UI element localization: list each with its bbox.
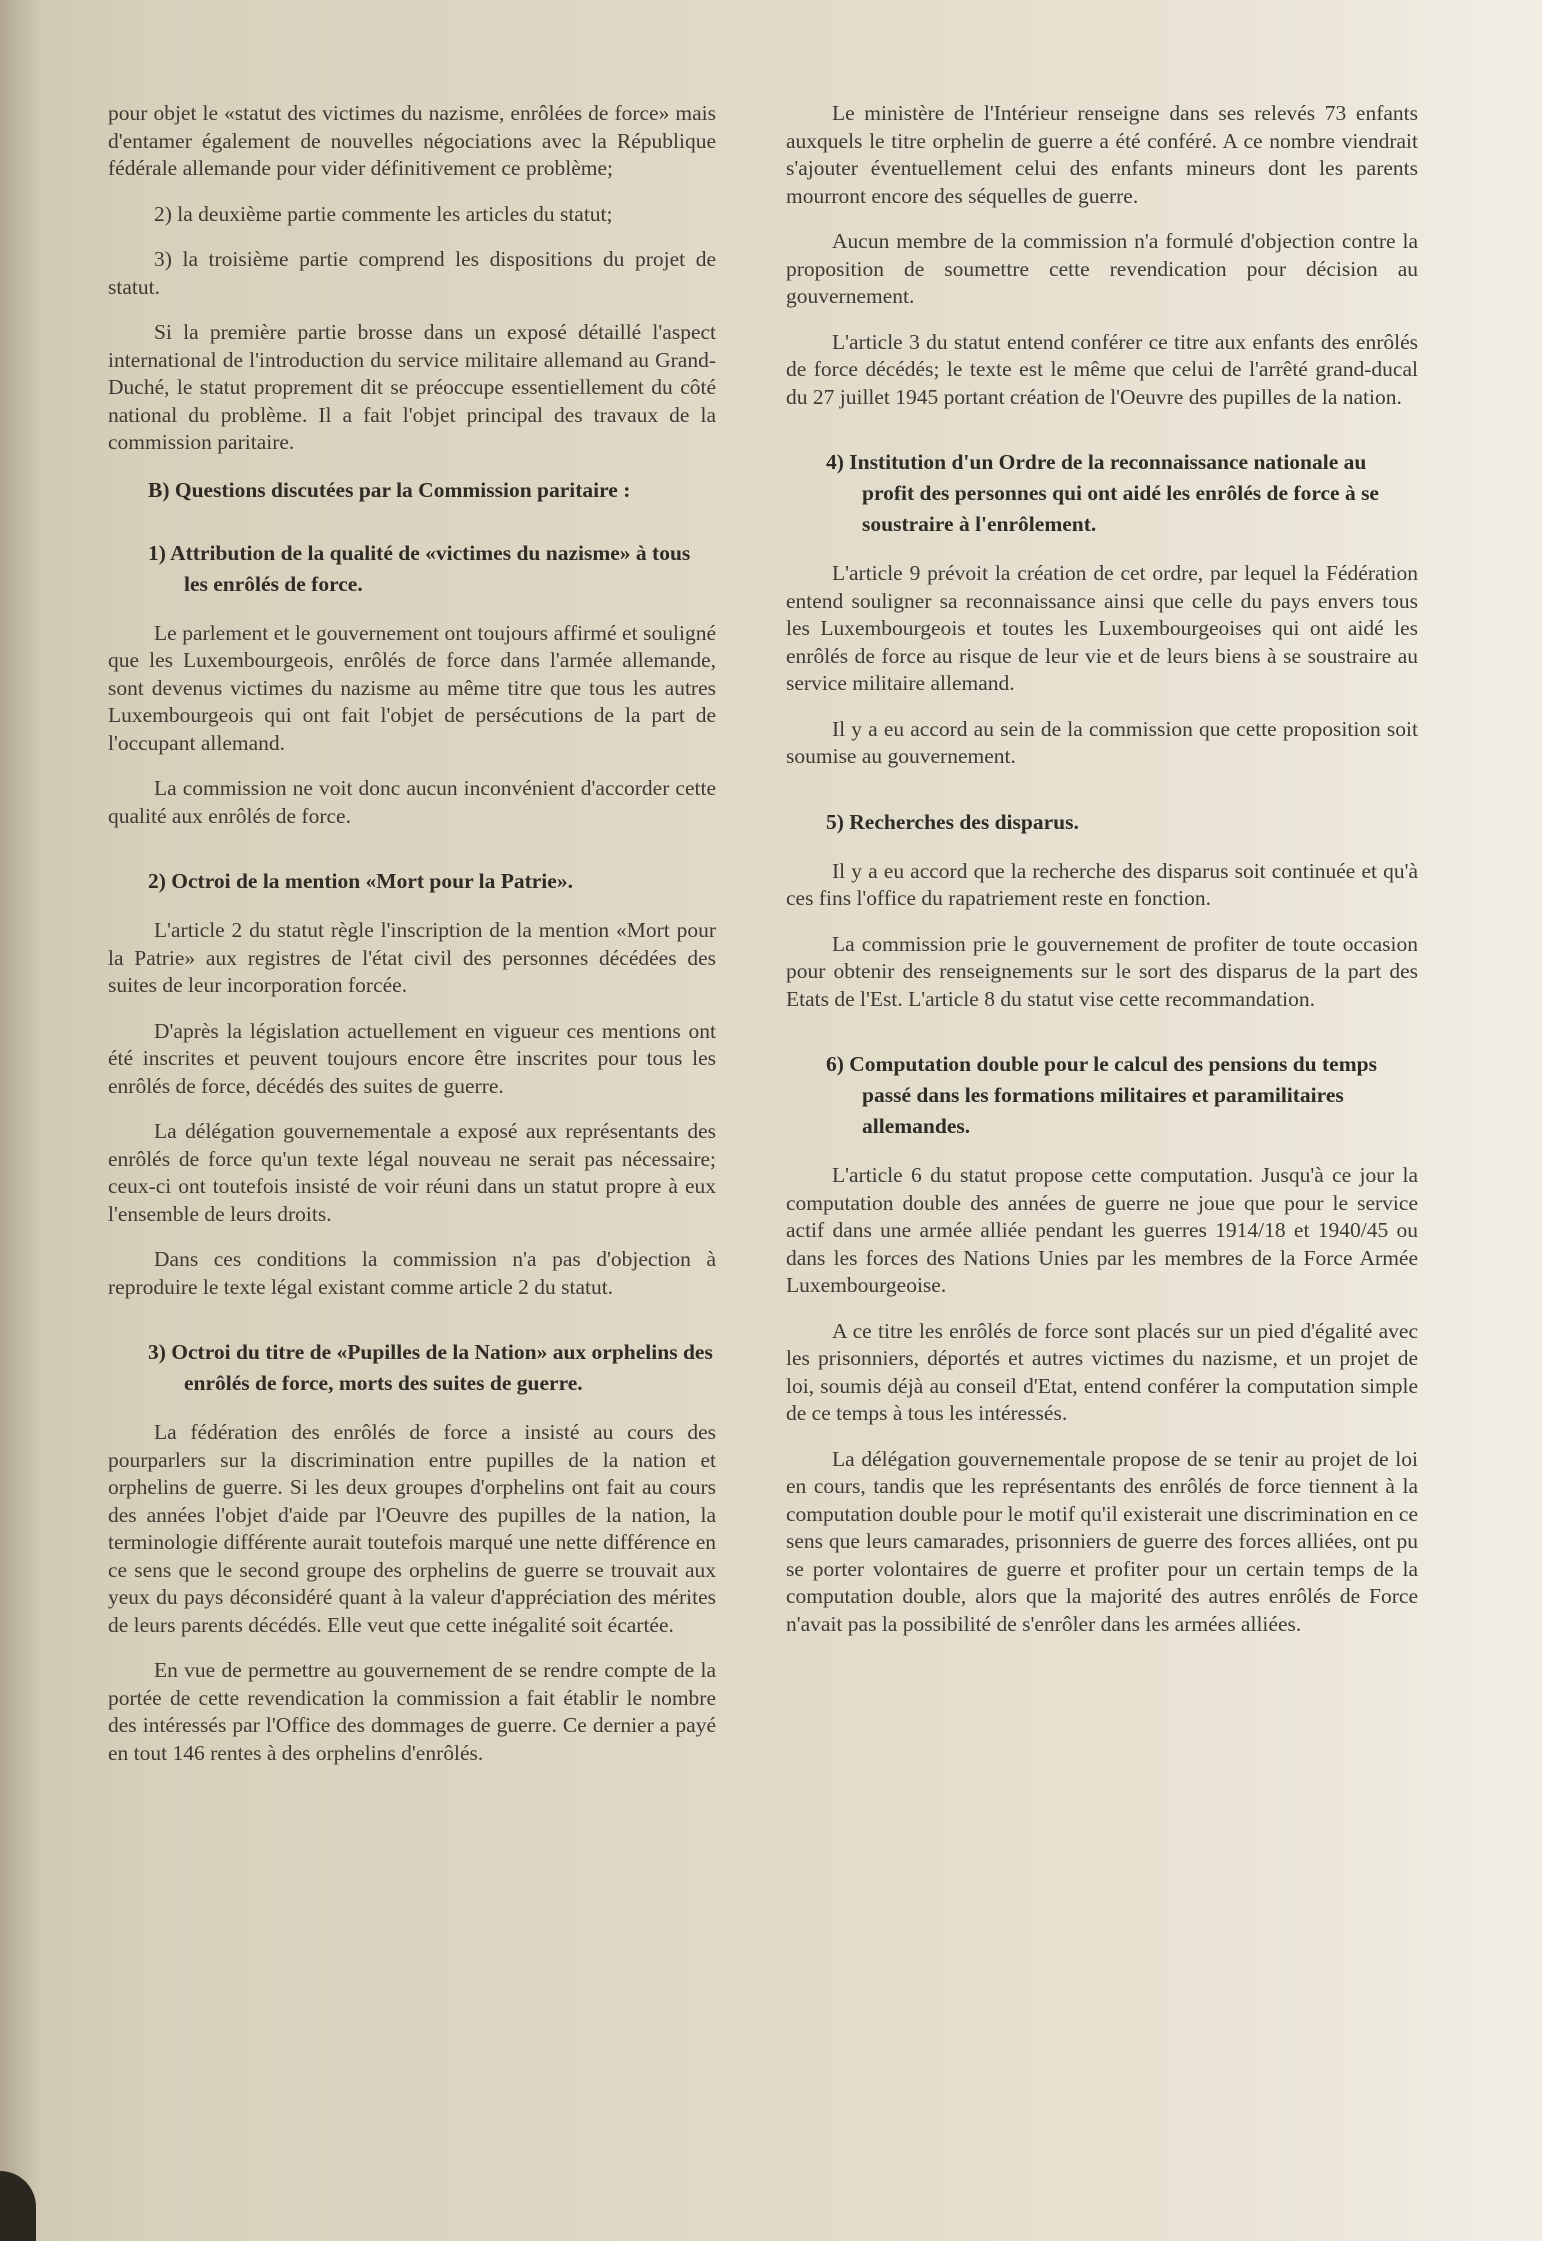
paragraph: Il y a eu accord au sein de la commission que cette proposition soit soumise au gouvernement.: [786, 716, 1418, 768]
subsection-heading-5: 5) Recherches des disparus.: [826, 809, 1079, 834]
paragraph: Aucun membre de la commission n'a formulé d'objection contre la proposition de soumettre cette revendication pour décision au gouvernement.: [786, 229, 1418, 308]
paragraph: Si la première partie brosse dans un exposé détaillé l'aspect international de l'introduction du service militaire allemand au Grand-Duché, le statut proprement dit se préoccupe essentiellement du côté national du problème. Il a fait l'objet principal des travaux de la commission paritaire.: [108, 320, 716, 454]
paragraph: Le ministère de l'Intérieur renseigne dans ses relevés 73 enfants auxquels le titre orphelin de guerre a été conféré. A ce nombre viendrait s'ajouter éventuellement celui des enfants mineurs dont les parents mourront encore des séquelles de guerre.: [786, 101, 1418, 208]
right-column: [786, 100, 1418, 1656]
list-item: 2) la deuxième partie commente les articles du statut;: [154, 201, 613, 226]
list-item: 3) la troisième partie comprend les dispositions du projet de statut.: [108, 247, 716, 299]
paragraph: D'après la législation actuellement en vigueur ces mentions ont été inscrites et peuvent toujours encore être inscrites pour tous les enrôlés de force, décédés des suites de guerre.: [108, 1018, 716, 1098]
paragraph: L'article 6 du statut propose cette computation. Jusqu'à ce jour la computation double des années de guerre ne joue que pour le service actif dans une armée alliée pendant les guerres 1914/18 et 1940/45 ou dans les forces des Nations Unies par les membres de la Force Armée Luxembourgeoise.: [786, 1163, 1418, 1297]
paragraph: Il y a eu accord que la recherche des disparus soit continuée et qu'à ces fins l'office du rapatriement reste en fonction.: [786, 858, 1418, 910]
paragraph: L'article 2 du statut règle l'inscription de la mention «Mort pour la Patrie» aux registres de l'état civil des personnes décédées des suites de leur incorporation forcée.: [108, 918, 716, 997]
paragraph: Le parlement et le gouvernement ont toujours affirmé et souligné que les Luxembourgeois, enrôlés de force dans l'armée allemande, sont devenus victimes du nazisme au même titre que tous les autres Luxembourgeois qui ont fait l'objet de persécutions de la part de l'occupant allemand.: [108, 620, 716, 755]
section-heading-b: B) Questions discutées par la Commission paritaire :: [148, 477, 631, 502]
paragraph: La commission ne voit donc aucun inconvénient d'accorder cette qualité aux enrôlés de force.: [108, 776, 716, 828]
paragraph: A ce titre les enrôlés de force sont placés sur un pied d'égalité avec les prisonniers, déportés et autres victimes du nazisme, et un projet de loi, soumis déjà au conseil d'Etat, entend conférer la computation simple de ce temps à tous les intéressés.: [786, 1318, 1418, 1425]
subsection-heading-6: 6) Computation double pour le calcul des pensions du temps passé dans les formations militaires et paramilitaires allemandes.: [826, 1052, 1377, 1138]
paragraph: pour objet le «statut des victimes du nazisme, enrôlées de force» mais d'entamer également de nouvelles négociations avec la République fédérale allemande pour vider définitivement ce problème;: [108, 101, 716, 180]
paragraph: La commission prie le gouvernement de profiter de toute occasion pour obtenir des renseignements sur le sort des disparus de la part des Etats de l'Est. L'article 8 du statut vise cette recommandation.: [786, 931, 1418, 1011]
paragraph: L'article 9 prévoit la création de cet ordre, par lequel la Fédération entend souligner sa reconnaissance ainsi que celle du pays envers tous les Luxembourgeois et toutes les Luxembourgeoises qui ont aidé les enrôlés de force au risque de leur vie et de leurs biens à se soustraire au service militaire allemand.: [786, 561, 1418, 695]
subsection-heading-4: 4) Institution d'un Ordre de la reconnaissance nationale au profit des personnes qui ont aidé les enrôlés de force à se soustraire à l'enrôlement.: [826, 450, 1379, 536]
subsection-heading-3: 3) Octroi du titre de «Pupilles de la Nation» aux orphelins des enrôlés de force, morts des suites de guerre.: [148, 1340, 713, 1395]
left-column: [108, 100, 716, 1785]
subsection-heading-1: 1) Attribution de la qualité de «victimes du nazisme» à tous les enrôlés de force.: [148, 540, 691, 596]
subsection-heading-2: 2) Octroi de la mention «Mort pour la Patrie».: [148, 869, 573, 893]
paragraph: La délégation gouvernementale propose de se tenir au projet de loi en cours, tandis que les représentants des enrôlés de force tiennent à la computation double pour le motif qu'il existerait une discrimination en ce sens que leurs camarades, prisonniers de guerre des forces alliées, ont pu se porter volontaires de guerre et profiter pour un certain temps de la computation double, alors que la majorité des autres enrôlés de Force n'avait pas la possibilité de s'enrôler dans les armées alliées.: [786, 1446, 1418, 1636]
paragraph: Dans ces conditions la commission n'a pas d'objection à reproduire le texte légal existant comme article 2 du statut.: [108, 1247, 716, 1299]
page-edge-shadow: [0, 0, 40, 2241]
paragraph: La délégation gouvernementale a exposé aux représentants des enrôlés de force qu'un texte légal nouveau ne serait pas nécessaire; ceux-ci ont toutefois insisté de voir réuni dans un statut propre à eux l'ensemble de leurs droits.: [108, 1119, 716, 1226]
paragraph: La fédération des enrôlés de force a insisté au cours des pourparlers sur la discrimination entre pupilles de la nation et orphelins de guerre. Si les deux groupes d'orphelins ont fait au cours des années l'objet d'aide par l'Oeuvre des pupilles de la nation, la terminologie différente aurait toutefois marqué une nette différence en ce sens que le second groupe des orphelins de guerre se trouvait aux yeux du pays déconsidéré quant à la valeur d'appréciation des mérites de leurs parents décédés. Elle veut que cette inégalité soit écartée.: [108, 1420, 716, 1637]
paragraph: En vue de permettre au gouvernement de se rendre compte de la portée de cette revendication la commission a fait établir le nombre des intéressés par l'Office des dommages de guerre. Ce dernier a payé en tout 146 rentes à des orphelins d'enrôlés.: [108, 1658, 716, 1765]
paragraph: L'article 3 du statut entend conférer ce titre aux enfants des enrôlés de force décédés; le texte est le même que celui de l'arrêté grand-ducal du 27 juillet 1945 portant création de l'Oeuvre des pupilles de la nation.: [786, 329, 1418, 409]
